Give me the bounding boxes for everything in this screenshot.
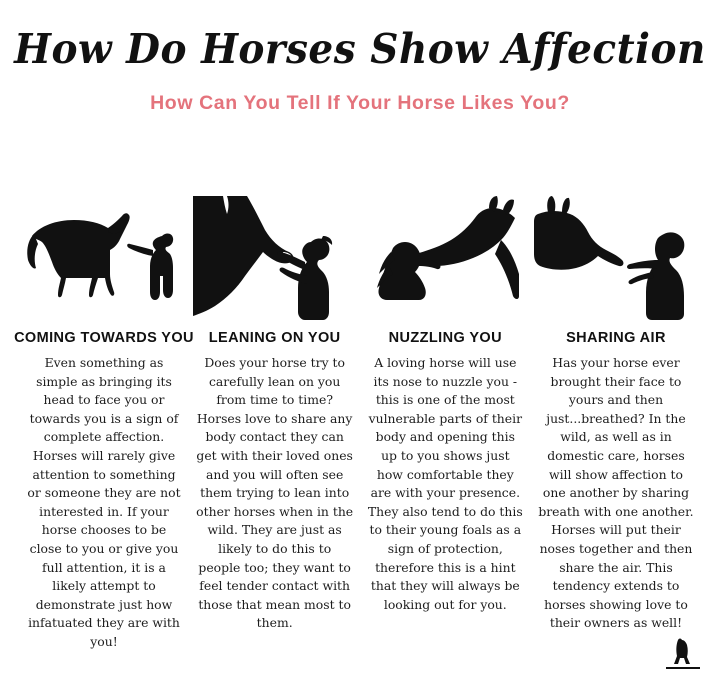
horse-leaning-on-woman-silhouette-icon [193,196,357,320]
column-title: COMING TOWARDS YOU [14,330,194,346]
column-sharing-air [534,196,698,652]
page-subtitle: How Can You Tell If Your Horse Likes You? [150,92,570,114]
column-body: Does your horse try to carefully lean on you from time to time? Horses love to share any body contact they can get with their loved ones and you will often see them trying to lean into other horses when in the wild. They are just as likely to do this to people too; they want to feel tender contact with those that mean most to them. [196,355,354,631]
column-coming-towards-you [14,196,194,652]
column-body: A loving horse will use its nose to nuzzle you - this is one of the most vulnerable parts of their body and opening this up to you shows just how comfortable they are with your presence. They also tend to do this to their young foals as a sign of protection, therefore this is a hint that they will always be looking out for you. [367,355,523,612]
column-body: Has your horse ever brought their face to yours and then just...breathed? In the wild, as well as in domestic care, horses will show affection to one another by sharing breath with one another. Horses will put their noses together and then share the air. This tendency extends to horses showing love to their owners as well! [538,355,694,631]
content-columns [0,196,720,652]
column-body: Even something as simple as bringing its head to face you or towards you is a sign of complete affection. Horses will rarely give attention to something or someone they are not interested in. If your horse chooses to be close to you or give you full attention, it is a likely attempt to demonstrate just how infatuated they are with you! [27,355,181,649]
page-title: How Do Horses Show Affection [14,24,706,74]
horse-nuzzling-person-silhouette-icon [363,196,527,320]
horse-and-person-face-to-face-silhouette-icon [534,196,698,320]
horse-logo-mark-icon [666,636,700,670]
header [0,0,720,115]
column-nuzzling-you [363,196,527,652]
horse-and-girl-silhouette-icon [22,196,186,320]
column-title: NUZZLING YOU [388,330,502,346]
column-title: SHARING AIR [566,330,666,346]
column-leaning-on-you [193,196,357,652]
column-title: LEANING ON YOU [208,330,341,346]
